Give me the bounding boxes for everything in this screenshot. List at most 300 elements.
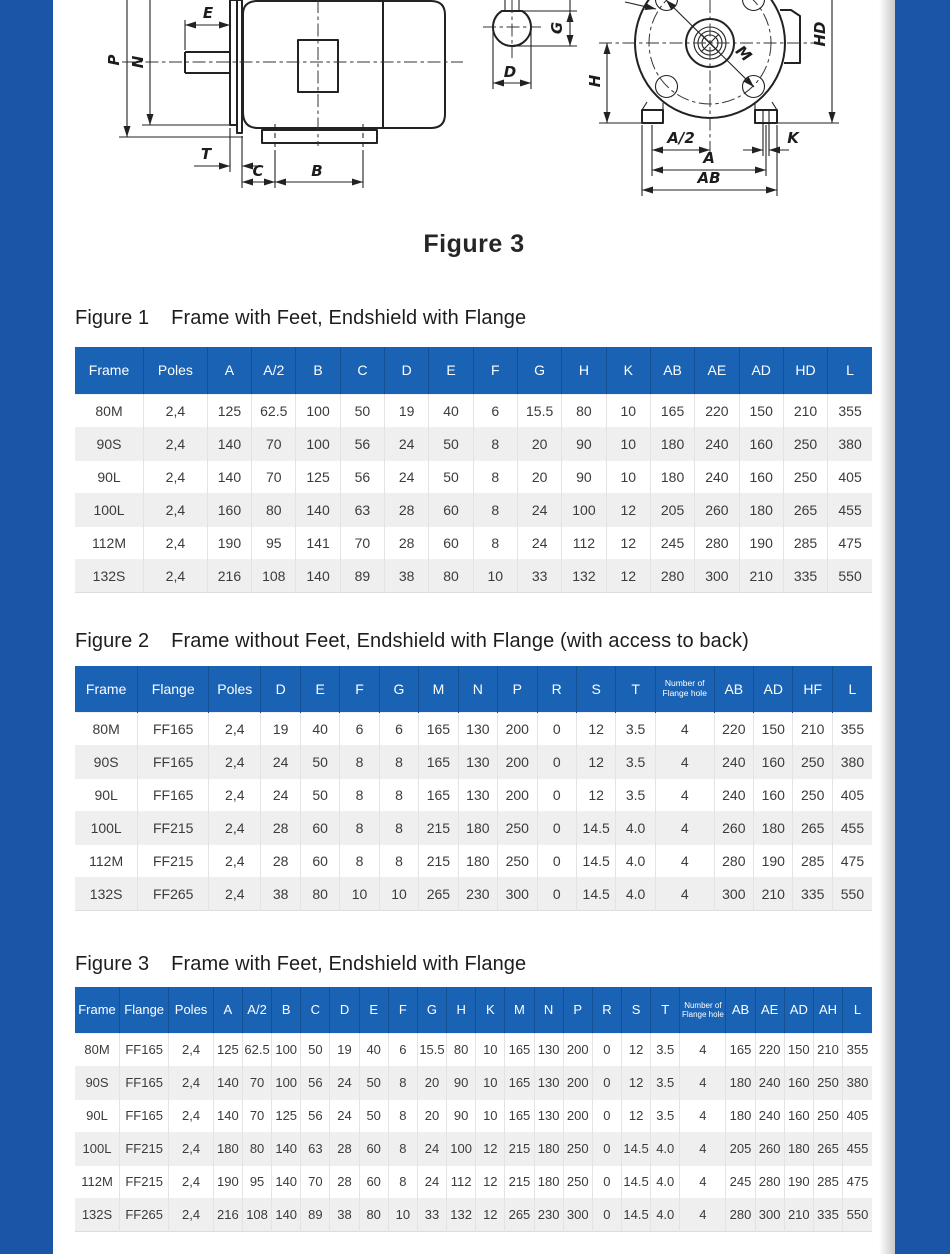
table-cell: 380 <box>828 427 872 460</box>
column-header: N <box>534 987 563 1033</box>
section-heading <box>75 305 872 331</box>
table-cell: 132 <box>447 1198 476 1231</box>
table-cell: 180 <box>213 1132 242 1165</box>
table-cell: 56 <box>301 1066 330 1099</box>
table-cell: 12 <box>606 493 650 526</box>
table-cell: 24 <box>385 460 429 493</box>
table-cell: 180 <box>726 1099 755 1132</box>
table-cell: 0 <box>537 878 576 911</box>
table-cell: 14.5 <box>576 812 615 845</box>
table-cell: 4 <box>655 746 714 779</box>
table-cell: 14.5 <box>576 878 615 911</box>
table-cell: 4 <box>680 1132 726 1165</box>
table-cell: 300 <box>563 1198 592 1231</box>
dim-label-A-half: A/2 <box>667 129 695 147</box>
table-cell: 230 <box>534 1198 563 1231</box>
column-header: H <box>562 347 606 394</box>
table-cell: 70 <box>301 1165 330 1198</box>
column-header: A <box>207 347 251 394</box>
table-cell: 250 <box>783 427 827 460</box>
table-cell: 20 <box>417 1066 446 1099</box>
table-cell: 4 <box>680 1099 726 1132</box>
table-cell: 24 <box>417 1132 446 1165</box>
table-cell: 89 <box>340 559 384 592</box>
table-cell: 140 <box>272 1198 301 1231</box>
table-cell: 210 <box>783 394 827 427</box>
table-cell: 112 <box>447 1165 476 1198</box>
table-row <box>75 1198 872 1231</box>
table-cell: FF165 <box>138 746 209 779</box>
table-cell: 38 <box>261 878 300 911</box>
column-header: Frame <box>75 347 144 394</box>
table-cell: 6 <box>379 713 418 746</box>
table-cell: 160 <box>739 427 783 460</box>
table-cell: 14.5 <box>622 1132 651 1165</box>
table-cell: 190 <box>784 1165 813 1198</box>
column-header: HF <box>793 666 832 713</box>
table-cell: 180 <box>534 1165 563 1198</box>
table-cell: 550 <box>843 1198 872 1231</box>
table-cell: 2,4 <box>209 812 261 845</box>
table-cell: 95 <box>252 526 296 559</box>
column-header: R <box>537 666 576 713</box>
table-cell: 132 <box>562 559 606 592</box>
table-cell: 12 <box>606 559 650 592</box>
table-cell: 40 <box>359 1033 388 1066</box>
table-cell: 210 <box>754 878 793 911</box>
table-row <box>75 427 872 460</box>
table-cell: 28 <box>261 845 300 878</box>
table-cell: 8 <box>388 1066 417 1099</box>
table-cell: 100 <box>296 427 340 460</box>
table-cell: 28 <box>330 1132 359 1165</box>
table-cell: 6 <box>340 713 379 746</box>
table-cell: 300 <box>695 559 739 592</box>
table-cell: 2,4 <box>144 460 208 493</box>
column-header: B <box>296 347 340 394</box>
column-header: T <box>651 987 680 1033</box>
table-cell: 62.5 <box>252 394 296 427</box>
column-header: AD <box>754 666 793 713</box>
table-cell: 140 <box>272 1132 301 1165</box>
table-cell: 112M <box>75 526 144 559</box>
table-cell: 24 <box>517 526 561 559</box>
table-cell: 4 <box>655 845 714 878</box>
table-cell: 100 <box>447 1132 476 1165</box>
table-cell: 140 <box>207 460 251 493</box>
table-cell: 12 <box>622 1033 651 1066</box>
table-cell: 12 <box>576 746 615 779</box>
table-cell: 24 <box>330 1099 359 1132</box>
table-cell: 89 <box>301 1198 330 1231</box>
column-header: AB <box>650 347 694 394</box>
table-cell: 56 <box>340 427 384 460</box>
table-cell: FF215 <box>120 1165 169 1198</box>
table-cell: 10 <box>379 878 418 911</box>
column-header: Frame <box>75 666 138 713</box>
table-cell: 160 <box>784 1099 813 1132</box>
table-cell: 24 <box>330 1066 359 1099</box>
table-cell: 300 <box>755 1198 784 1231</box>
table-cell: 380 <box>832 746 872 779</box>
table-cell: 220 <box>714 713 753 746</box>
table-cell: 10 <box>473 559 517 592</box>
table-cell: 4 <box>680 1198 726 1231</box>
table-cell: 132S <box>75 878 138 911</box>
table-cell: 90L <box>75 779 138 812</box>
section-heading-title: Frame without Feet, Endshield with Flange (with access to back) <box>171 629 749 652</box>
column-header: F <box>388 987 417 1033</box>
table-cell: 80 <box>242 1132 271 1165</box>
table-cell: 20 <box>517 427 561 460</box>
technical-drawing <box>53 0 895 213</box>
table-cell: 160 <box>754 779 793 812</box>
table-cell: 165 <box>419 779 458 812</box>
section-figure-1 <box>75 305 872 593</box>
flange-front-view <box>586 0 839 196</box>
table-cell: 62.5 <box>242 1033 271 1066</box>
column-header: H <box>447 987 476 1033</box>
column-header: D <box>261 666 300 713</box>
table-cell: 3.5 <box>651 1099 680 1132</box>
section-figure-3 <box>75 951 872 1232</box>
table-cell: 550 <box>828 559 872 592</box>
table-cell: FF215 <box>120 1132 169 1165</box>
table-cell: 24 <box>261 779 300 812</box>
column-header: AD <box>784 987 813 1033</box>
table-cell: 130 <box>458 713 497 746</box>
table-cell: 230 <box>458 878 497 911</box>
table-cell: 60 <box>359 1132 388 1165</box>
table-cell: 200 <box>563 1066 592 1099</box>
column-header: G <box>517 347 561 394</box>
column-header: K <box>476 987 505 1033</box>
table-cell: 4 <box>680 1165 726 1198</box>
table-cell: 130 <box>534 1099 563 1132</box>
table-cell: 165 <box>650 394 694 427</box>
table-row <box>75 1099 872 1132</box>
table-cell: 19 <box>261 713 300 746</box>
table-cell: 2,4 <box>209 878 261 911</box>
table-row <box>75 878 872 911</box>
table-cell: 12 <box>576 779 615 812</box>
table-cell: 8 <box>379 779 418 812</box>
column-header: Poles <box>209 666 261 713</box>
table-cell: 160 <box>739 460 783 493</box>
column-header: A/2 <box>252 347 296 394</box>
table-cell: 19 <box>330 1033 359 1066</box>
table-cell: 108 <box>252 559 296 592</box>
table-cell: 2,4 <box>209 845 261 878</box>
table-cell: 70 <box>252 460 296 493</box>
table-cell: 0 <box>537 779 576 812</box>
table-cell: 10 <box>606 394 650 427</box>
column-header: R <box>592 987 621 1033</box>
table-cell: 100 <box>272 1033 301 1066</box>
table-cell: 220 <box>755 1033 784 1066</box>
table-cell: 28 <box>385 493 429 526</box>
table-cell: 130 <box>458 779 497 812</box>
table-cell: 90 <box>447 1066 476 1099</box>
table-cell: 14.5 <box>622 1198 651 1231</box>
table-cell: 150 <box>754 713 793 746</box>
section-heading <box>75 951 872 977</box>
side-view <box>105 0 463 188</box>
table-cell: 180 <box>739 493 783 526</box>
column-header: P <box>498 666 537 713</box>
table-cell: 285 <box>783 526 827 559</box>
table-cell: 80M <box>75 713 138 746</box>
table-cell: 165 <box>726 1033 755 1066</box>
column-header: E <box>300 666 339 713</box>
table-cell: 355 <box>832 713 872 746</box>
table-cell: 0 <box>592 1165 621 1198</box>
table-cell: 112 <box>562 526 606 559</box>
column-header: S <box>622 987 651 1033</box>
table-cell: 475 <box>832 845 872 878</box>
table-cell: 3.5 <box>616 779 655 812</box>
table-cell: 132S <box>75 559 144 592</box>
column-header: C <box>301 987 330 1033</box>
table-cell: 140 <box>272 1165 301 1198</box>
table-cell: 6 <box>473 394 517 427</box>
table-cell: 300 <box>714 878 753 911</box>
table-cell: 0 <box>592 1198 621 1231</box>
table-cell: 210 <box>784 1198 813 1231</box>
column-header: B <box>272 987 301 1033</box>
table-cell: 180 <box>754 812 793 845</box>
table-cell: 2,4 <box>169 1033 214 1066</box>
table-cell: 180 <box>458 812 497 845</box>
table-cell: 2,4 <box>209 779 261 812</box>
table-cell: 4.0 <box>616 878 655 911</box>
table-cell: 205 <box>650 493 694 526</box>
table-cell: 216 <box>213 1198 242 1231</box>
table-cell: 4 <box>655 713 714 746</box>
table-cell: 4 <box>655 812 714 845</box>
table-cell: 140 <box>296 493 340 526</box>
table-cell: 50 <box>300 779 339 812</box>
table-cell: 125 <box>296 460 340 493</box>
dimension-table-figure-3 <box>75 987 872 1232</box>
table-cell: 14.5 <box>622 1165 651 1198</box>
table-cell: 210 <box>793 713 832 746</box>
table-cell: 3.5 <box>616 746 655 779</box>
table-cell: 0 <box>537 713 576 746</box>
table-cell: FF215 <box>138 812 209 845</box>
table-cell: 265 <box>783 493 827 526</box>
table-cell: 250 <box>793 779 832 812</box>
table-cell: 160 <box>207 493 251 526</box>
dim-label-D: D <box>503 63 517 81</box>
table-cell: 40 <box>300 713 339 746</box>
table-cell: 100L <box>75 1132 120 1165</box>
motor-dimension-drawing <box>53 0 895 213</box>
table-cell: 125 <box>272 1099 301 1132</box>
table-cell: 12 <box>576 713 615 746</box>
table-cell: FF165 <box>120 1099 169 1132</box>
header-row <box>75 987 872 1033</box>
dim-label-E: E <box>202 4 214 22</box>
table-cell: 4.0 <box>616 845 655 878</box>
column-header: Frame <box>75 987 120 1033</box>
column-header: K <box>606 347 650 394</box>
table-cell: 140 <box>207 427 251 460</box>
column-header: AD <box>739 347 783 394</box>
table-row <box>75 812 872 845</box>
table-cell: 50 <box>359 1066 388 1099</box>
table-cell: 2,4 <box>144 559 208 592</box>
table-cell: FF215 <box>138 845 209 878</box>
table-cell: 132S <box>75 1198 120 1231</box>
table-cell: 250 <box>563 1165 592 1198</box>
table-cell: FF165 <box>120 1033 169 1066</box>
table-cell: 12 <box>606 526 650 559</box>
table-row <box>75 559 872 592</box>
table-cell: 100 <box>562 493 606 526</box>
table-cell: 215 <box>419 812 458 845</box>
table-cell: 200 <box>498 779 537 812</box>
table-cell: 2,4 <box>169 1132 214 1165</box>
table-cell: 300 <box>498 878 537 911</box>
table-cell: 355 <box>843 1033 872 1066</box>
column-header: C <box>340 347 384 394</box>
column-header: Flange <box>120 987 169 1033</box>
column-header: A <box>213 987 242 1033</box>
table-cell: 38 <box>385 559 429 592</box>
table-cell: 240 <box>714 746 753 779</box>
table-cell: 80M <box>75 1033 120 1066</box>
table-cell: 265 <box>813 1132 842 1165</box>
table-cell: 150 <box>784 1033 813 1066</box>
dim-label-A: A <box>703 149 715 167</box>
column-header: A/2 <box>242 987 271 1033</box>
table-cell: 405 <box>828 460 872 493</box>
column-header: G <box>417 987 446 1033</box>
table-cell: 215 <box>505 1132 534 1165</box>
table-cell: 90 <box>562 460 606 493</box>
column-header: AE <box>755 987 784 1033</box>
table-cell: 250 <box>498 845 537 878</box>
dim-label-N: N <box>129 55 147 69</box>
table-cell: 550 <box>832 878 872 911</box>
table-cell: 8 <box>340 845 379 878</box>
table-cell: 70 <box>242 1066 271 1099</box>
table-cell: 50 <box>359 1099 388 1132</box>
section-heading-prefix: Figure 2 <box>75 629 150 652</box>
table-cell: 2,4 <box>144 493 208 526</box>
table-cell: 130 <box>534 1033 563 1066</box>
dim-label-T: T <box>200 145 212 163</box>
table-cell: 90S <box>75 1066 120 1099</box>
table-cell: 216 <box>207 559 251 592</box>
table-cell: 4.0 <box>616 812 655 845</box>
table-cell: 60 <box>300 845 339 878</box>
table-cell: 160 <box>784 1066 813 1099</box>
dim-label-K: K <box>787 129 799 147</box>
table-cell: 210 <box>739 559 783 592</box>
table-cell: 260 <box>755 1132 784 1165</box>
table-cell: 200 <box>498 713 537 746</box>
table-row <box>75 1066 872 1099</box>
column-header: D <box>385 347 429 394</box>
section-figure-2 <box>75 628 872 912</box>
document-page <box>53 0 895 1254</box>
table-cell: 2,4 <box>169 1165 214 1198</box>
table-cell: 50 <box>301 1033 330 1066</box>
column-header: HD <box>783 347 827 394</box>
table-cell: 141 <box>296 526 340 559</box>
table-cell: 56 <box>340 460 384 493</box>
table-cell: 0 <box>592 1066 621 1099</box>
table-cell: 14.5 <box>576 845 615 878</box>
table-cell: 180 <box>726 1066 755 1099</box>
table-cell: 2,4 <box>144 526 208 559</box>
table-cell: 280 <box>650 559 694 592</box>
table-cell: FF165 <box>120 1066 169 1099</box>
column-header: G <box>379 666 418 713</box>
table-cell: 240 <box>695 460 739 493</box>
dim-label-G: G <box>548 21 566 35</box>
column-header: D <box>330 987 359 1033</box>
table-cell: 24 <box>417 1165 446 1198</box>
table-cell: 80 <box>300 878 339 911</box>
table-cell: 3.5 <box>651 1033 680 1066</box>
table-row <box>75 746 872 779</box>
table-cell: 165 <box>419 713 458 746</box>
table-row <box>75 460 872 493</box>
table-cell: 2,4 <box>209 746 261 779</box>
table-cell: 2,4 <box>169 1198 214 1231</box>
table-cell: 8 <box>473 526 517 559</box>
dimension-table-figure-2 <box>75 666 872 912</box>
table-cell: 10 <box>340 878 379 911</box>
table-cell: 80 <box>447 1033 476 1066</box>
table-cell: 12 <box>476 1165 505 1198</box>
column-header: AH <box>813 987 842 1033</box>
column-header: Flange <box>138 666 209 713</box>
table-cell: 190 <box>754 845 793 878</box>
table-cell: 180 <box>650 427 694 460</box>
table-cell: 108 <box>242 1198 271 1231</box>
table-cell: 165 <box>505 1099 534 1132</box>
table-cell: 8 <box>473 460 517 493</box>
dim-label-P: P <box>105 54 123 66</box>
table-cell: 335 <box>813 1198 842 1231</box>
table-cell: 63 <box>340 493 384 526</box>
table-cell: 50 <box>429 427 473 460</box>
table-cell: 24 <box>261 746 300 779</box>
table-cell: 4 <box>655 878 714 911</box>
table-cell: 10 <box>476 1033 505 1066</box>
table-cell: 165 <box>419 746 458 779</box>
table-row <box>75 1165 872 1198</box>
table-cell: 250 <box>783 460 827 493</box>
table-cell: 50 <box>300 746 339 779</box>
table-cell: 405 <box>843 1099 872 1132</box>
header-row <box>75 666 872 713</box>
dim-label-M: M <box>731 41 756 66</box>
table-cell: 140 <box>296 559 340 592</box>
table-row <box>75 713 872 746</box>
table-cell: FF265 <box>120 1198 169 1231</box>
table-cell: 140 <box>213 1066 242 1099</box>
table-cell: 130 <box>458 746 497 779</box>
table-cell: 0 <box>592 1033 621 1066</box>
table-cell: 165 <box>505 1033 534 1066</box>
table-cell: 12 <box>476 1132 505 1165</box>
table-cell: 90S <box>75 746 138 779</box>
